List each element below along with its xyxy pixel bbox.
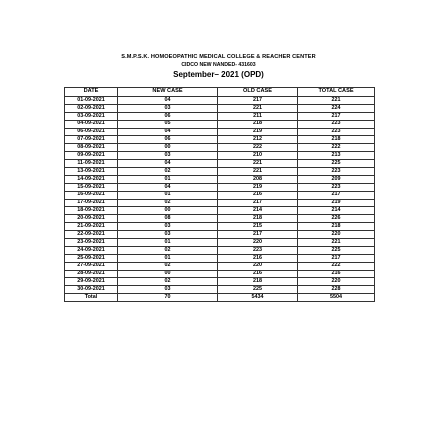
table-row bbox=[65, 231, 375, 239]
table-row bbox=[65, 191, 375, 199]
old-case-cell: 219 bbox=[218, 183, 298, 191]
column-header-old-case: OLD CASE bbox=[218, 88, 298, 97]
table-row bbox=[65, 215, 375, 223]
old-case-cell: 211 bbox=[218, 112, 298, 120]
total-case-cell: 225 bbox=[298, 160, 375, 168]
total-case-cell: 209 bbox=[298, 175, 375, 183]
old-case-cell: 216 bbox=[218, 270, 298, 278]
column-header-date: DATE bbox=[65, 88, 118, 97]
old-case-cell: 221 bbox=[218, 160, 298, 168]
table-row bbox=[65, 160, 375, 168]
total-old-case: 5434 bbox=[218, 294, 298, 302]
date-cell: 18-09-2021 bbox=[65, 207, 118, 215]
total-case-cell: 225 bbox=[298, 246, 375, 254]
table-row bbox=[65, 286, 375, 294]
date-cell: 24-09-2021 bbox=[65, 246, 118, 254]
report-title: September– 2021 (OPD) bbox=[173, 70, 264, 79]
table-row bbox=[65, 120, 375, 128]
total-case-cell: 217 bbox=[298, 112, 375, 120]
date-cell: 22-09-2021 bbox=[65, 231, 118, 239]
old-case-cell: 216 bbox=[218, 254, 298, 262]
total-case-cell: 213 bbox=[298, 152, 375, 160]
table-row bbox=[65, 207, 375, 215]
table-row bbox=[65, 239, 375, 247]
table-row bbox=[65, 270, 375, 278]
new-case-cell: 00 bbox=[118, 144, 218, 152]
total-case-cell: 214 bbox=[298, 207, 375, 215]
new-case-cell: 03 bbox=[118, 152, 218, 160]
table-row bbox=[65, 199, 375, 207]
date-cell: 01-09-2021 bbox=[65, 97, 118, 105]
table-row bbox=[65, 144, 375, 152]
date-cell: 02-09-2021 bbox=[65, 104, 118, 112]
new-case-cell: 01 bbox=[118, 239, 218, 247]
table-row bbox=[65, 128, 375, 136]
total-row bbox=[65, 294, 375, 302]
date-cell: 14-09-2021 bbox=[65, 175, 118, 183]
new-case-cell: 04 bbox=[118, 97, 218, 105]
old-case-cell: 217 bbox=[218, 97, 298, 105]
date-cell: 17-09-2021 bbox=[65, 199, 118, 207]
total-case-cell: 219 bbox=[298, 199, 375, 207]
date-cell: 20-09-2021 bbox=[65, 215, 118, 223]
college-address: CIDCO NEW NANDED- 431603 bbox=[181, 62, 256, 68]
opd-table bbox=[64, 87, 375, 302]
new-case-cell: 05 bbox=[118, 120, 218, 128]
date-cell: 04-09-2021 bbox=[65, 120, 118, 128]
total-case-cell: 222 bbox=[298, 262, 375, 270]
college-name: S.M.P.S.K. HOMOEOPATHIC MEDICAL COLLEGE & REACHER CENTER bbox=[121, 54, 316, 60]
total-case-cell: 223 bbox=[298, 128, 375, 136]
new-case-cell: 02 bbox=[118, 168, 218, 176]
table-row bbox=[65, 152, 375, 160]
table-row bbox=[65, 104, 375, 112]
total-case-cell: 228 bbox=[298, 286, 375, 294]
old-case-cell: 218 bbox=[218, 120, 298, 128]
date-cell: 29-09-2021 bbox=[65, 278, 118, 286]
new-case-cell: 06 bbox=[118, 112, 218, 120]
new-case-cell: 03 bbox=[118, 223, 218, 231]
date-cell: 30-09-2021 bbox=[65, 286, 118, 294]
old-case-cell: 218 bbox=[218, 278, 298, 286]
old-case-cell: 225 bbox=[218, 286, 298, 294]
table-row bbox=[65, 254, 375, 262]
total-case-cell: 226 bbox=[298, 215, 375, 223]
table-row bbox=[65, 183, 375, 191]
date-cell: 03-09-2021 bbox=[65, 112, 118, 120]
old-case-cell: 219 bbox=[218, 128, 298, 136]
table-row bbox=[65, 168, 375, 176]
new-case-cell: 04 bbox=[118, 128, 218, 136]
table-row bbox=[65, 246, 375, 254]
total-case-cell: 218 bbox=[298, 136, 375, 144]
table-row bbox=[65, 278, 375, 286]
table-header-row bbox=[65, 88, 375, 97]
new-case-cell: 01 bbox=[118, 191, 218, 199]
old-case-cell: 223 bbox=[218, 246, 298, 254]
new-case-cell: 03 bbox=[118, 104, 218, 112]
total-total-case: 5504 bbox=[298, 294, 375, 302]
old-case-cell: 208 bbox=[218, 175, 298, 183]
old-case-cell: 220 bbox=[218, 239, 298, 247]
old-case-cell: 212 bbox=[218, 136, 298, 144]
table-body bbox=[65, 97, 375, 294]
table-row bbox=[65, 223, 375, 231]
old-case-cell: 216 bbox=[218, 191, 298, 199]
table-row bbox=[65, 112, 375, 120]
new-case-cell: 03 bbox=[118, 286, 218, 294]
date-cell: 21-09-2021 bbox=[65, 223, 118, 231]
old-case-cell: 221 bbox=[218, 168, 298, 176]
total-label: Total bbox=[65, 294, 118, 302]
date-cell: 15-09-2021 bbox=[65, 183, 118, 191]
date-cell: 28-09-2021 bbox=[65, 270, 118, 278]
new-case-cell: 01 bbox=[118, 254, 218, 262]
new-case-cell: 00 bbox=[118, 207, 218, 215]
total-case-cell: 223 bbox=[298, 120, 375, 128]
column-header-new-case: NEW CASE bbox=[118, 88, 218, 97]
new-case-cell: 03 bbox=[118, 231, 218, 239]
old-case-cell: 218 bbox=[218, 215, 298, 223]
total-case-cell: 218 bbox=[298, 223, 375, 231]
table-row bbox=[65, 262, 375, 270]
new-case-cell: 02 bbox=[118, 262, 218, 270]
total-case-cell: 220 bbox=[298, 278, 375, 286]
old-case-cell: 214 bbox=[218, 207, 298, 215]
date-cell: 11-09-2021 bbox=[65, 160, 118, 168]
total-case-cell: 223 bbox=[298, 183, 375, 191]
date-cell: 13-09-2021 bbox=[65, 168, 118, 176]
table-row bbox=[65, 97, 375, 105]
column-header-total-case: TOTAL CASE bbox=[298, 88, 375, 97]
new-case-cell: 04 bbox=[118, 160, 218, 168]
new-case-cell: 02 bbox=[118, 199, 218, 207]
date-cell: 09-09-2021 bbox=[65, 152, 118, 160]
total-case-cell: 217 bbox=[298, 254, 375, 262]
old-case-cell: 221 bbox=[218, 104, 298, 112]
new-case-cell: 06 bbox=[118, 136, 218, 144]
date-cell: 07-09-2021 bbox=[65, 136, 118, 144]
total-case-cell: 223 bbox=[298, 168, 375, 176]
date-cell: 25-09-2021 bbox=[65, 254, 118, 262]
total-case-cell: 221 bbox=[298, 97, 375, 105]
new-case-cell: 00 bbox=[118, 270, 218, 278]
new-case-cell: 08 bbox=[118, 215, 218, 223]
old-case-cell: 220 bbox=[218, 262, 298, 270]
date-cell: 16-09-2021 bbox=[65, 191, 118, 199]
total-case-cell: 216 bbox=[298, 270, 375, 278]
old-case-cell: 217 bbox=[218, 199, 298, 207]
new-case-cell: 01 bbox=[118, 175, 218, 183]
total-case-cell: 222 bbox=[298, 144, 375, 152]
new-case-cell: 04 bbox=[118, 183, 218, 191]
new-case-cell: 02 bbox=[118, 246, 218, 254]
old-case-cell: 215 bbox=[218, 223, 298, 231]
total-case-cell: 224 bbox=[298, 104, 375, 112]
table-row bbox=[65, 136, 375, 144]
date-cell: 06-09-2021 bbox=[65, 128, 118, 136]
total-case-cell: 221 bbox=[298, 239, 375, 247]
old-case-cell: 222 bbox=[218, 144, 298, 152]
old-case-cell: 217 bbox=[218, 231, 298, 239]
old-case-cell: 210 bbox=[218, 152, 298, 160]
total-case-cell: 217 bbox=[298, 191, 375, 199]
date-cell: 27-09-2021 bbox=[65, 262, 118, 270]
date-cell: 23-09-2021 bbox=[65, 239, 118, 247]
total-case-cell: 220 bbox=[298, 231, 375, 239]
date-cell: 08-09-2021 bbox=[65, 144, 118, 152]
total-new-case: 70 bbox=[118, 294, 218, 302]
new-case-cell: 02 bbox=[118, 278, 218, 286]
table-row bbox=[65, 175, 375, 183]
